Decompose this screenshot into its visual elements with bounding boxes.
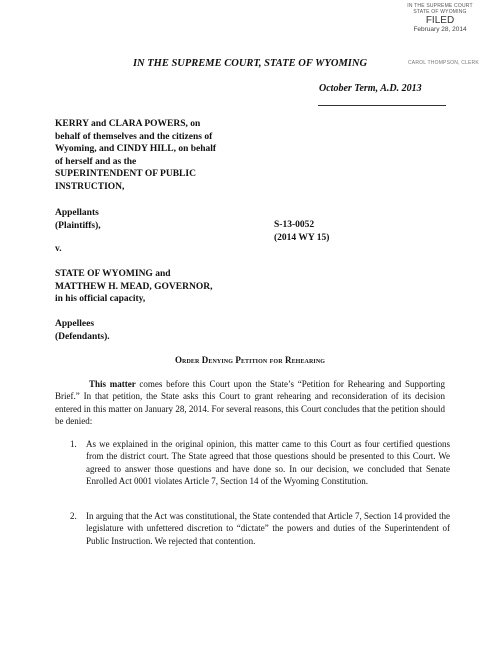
stamp-clerk: CAROL THOMPSON, CLERK (408, 60, 479, 66)
versus: v. (55, 244, 62, 254)
case-info (274, 219, 329, 244)
appellants-names (55, 118, 270, 193)
order-title: Order Denying Petition for Rehearing (174, 355, 326, 365)
list-item-number: 2. (70, 511, 77, 521)
court-heading: IN THE SUPREME COURT, STATE OF WYOMING (132, 58, 368, 69)
stamp-date: February 28, 2014 (413, 26, 467, 33)
order-intro-paragraph (55, 378, 445, 427)
term-underline (318, 105, 446, 106)
stamp-state-line: STATE OF WYOMING (413, 9, 467, 15)
caption-line: Appellants (55, 208, 99, 218)
appellees-names (55, 268, 270, 306)
caption-line: MATTHEW H. MEAD, GOVERNOR, (55, 281, 213, 292)
caption-line: in his official capacity, (55, 294, 146, 304)
caption-line: of herself and as the (55, 156, 137, 167)
caption-line: KERRY and CLARA POWERS, on (55, 119, 201, 129)
filing-stamp (388, 3, 492, 34)
caption-line: STATE OF WYOMING and (55, 269, 171, 279)
intro-text: comes before this Court upon the State’s “Petition for Rehearing and Supporting Brief.” In that petition, the State asks this Court to grant rehearing and reconsideration of its decision entered in this matter on January 28, 2014. For several reasons, this Court concludes that the petition should be denied: (55, 379, 446, 426)
caption-line: SUPERINTENDENT OF PUBLIC (55, 169, 196, 179)
list-item-text: As we explained in the original opinion, this matter came to this Court as four certified questions from the district court. The State agreed that those questions should be presented to this Court. We agreed to answer those questions and have done so. In our decision, we concluded that Senate Enrolled Act 0001 violates Article 7, Section 14 of the Wyoming Constitution. (86, 439, 450, 486)
appellants-label (55, 207, 101, 232)
list-item-number: 1. (70, 439, 77, 449)
stamp-filed: FILED (425, 15, 455, 26)
case-number: S-13-0052 (274, 220, 315, 230)
list-item (70, 438, 450, 487)
caption-line: behalf of themselves and the citizens of (55, 131, 213, 142)
list-item-text: In arguing that the Act was constitutional, the State contended that Article 7, Section 14 provided the legislature with unfettered discretion to “dictate” the powers and duties of the Superintendent of Public Instruction. We rejected that contention. (86, 511, 450, 546)
caption-line: Wyoming, and CINDY HILL, on behalf (55, 144, 217, 154)
appellees-label (55, 318, 110, 343)
caption-line: (Defendants). (55, 331, 110, 342)
caption-line: Appellees (55, 319, 95, 329)
intro-lead: This matter (89, 379, 136, 389)
stamp-court-line: IN THE SUPREME COURT (407, 3, 473, 9)
caption-line: INSTRUCTION, (55, 181, 125, 192)
court-term: October Term, A.D. 2013 (319, 83, 422, 94)
case-citation: (2014 WY 15) (274, 232, 330, 243)
caption-line: (Plaintiffs), (55, 220, 101, 231)
list-item (70, 510, 450, 547)
